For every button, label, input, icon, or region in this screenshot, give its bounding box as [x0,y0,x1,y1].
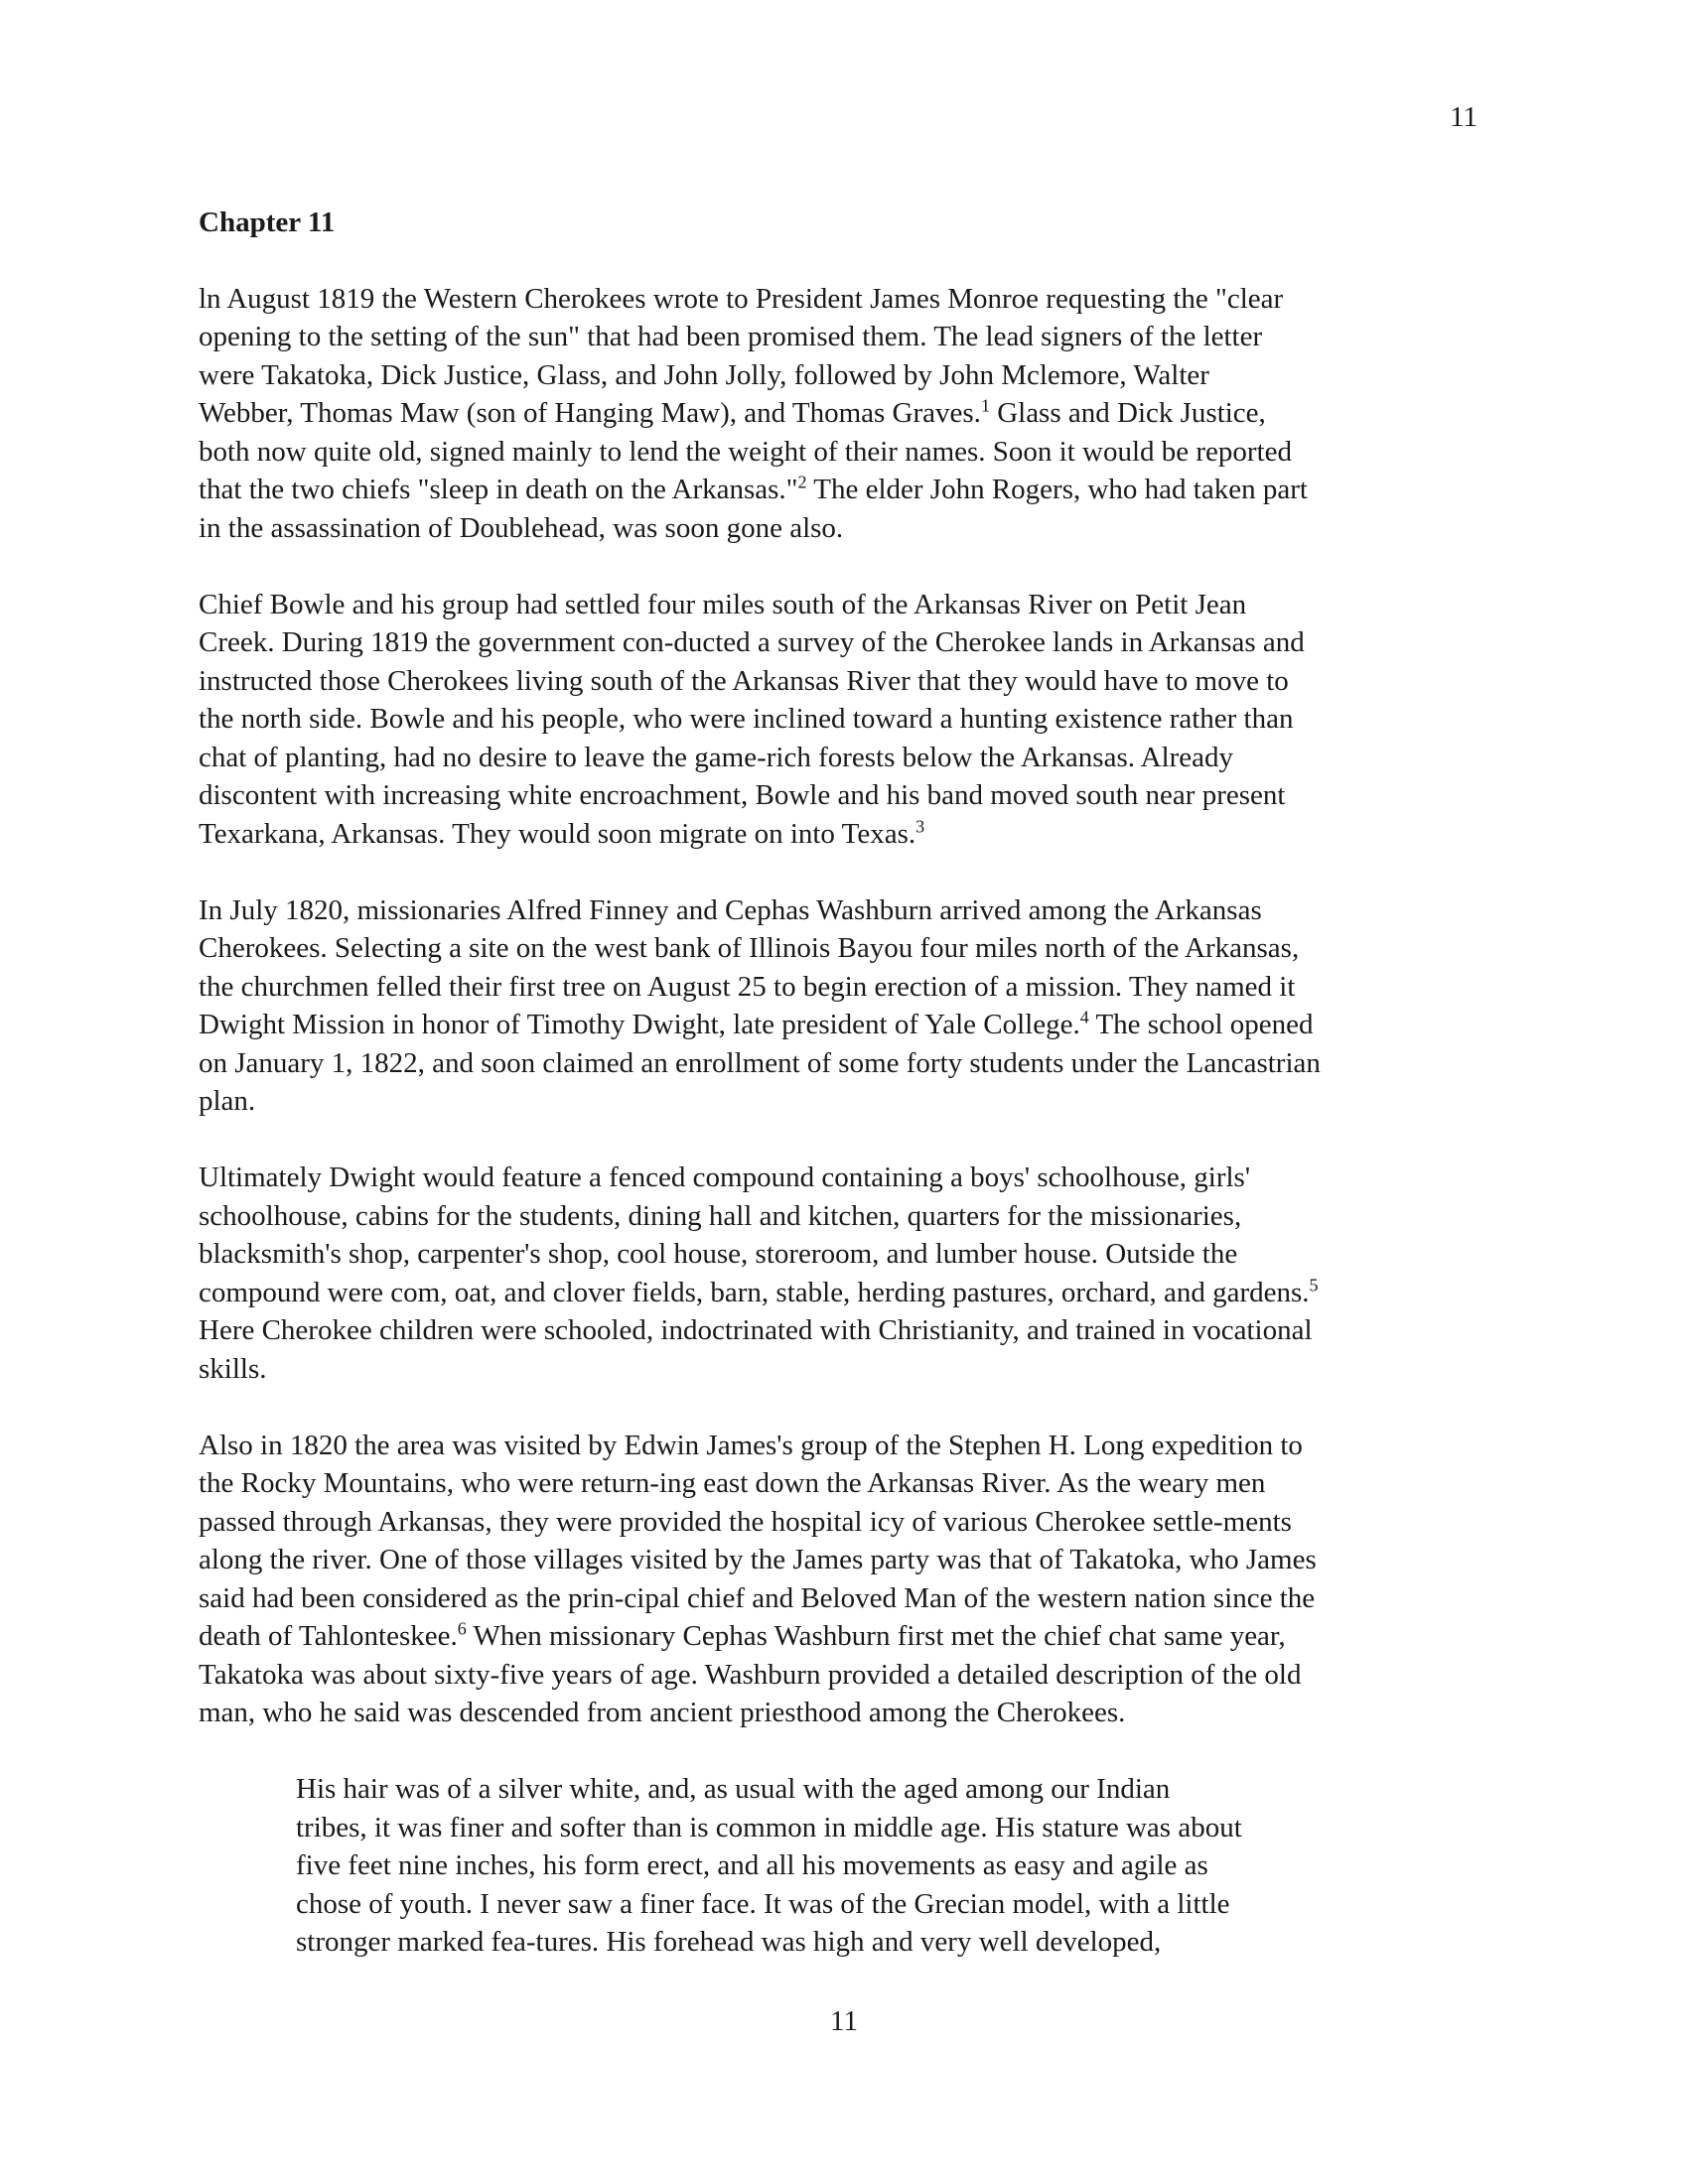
text-segment: discontent with increasing white encroachment, Bowle and his band moved south near present [199,779,1286,811]
text-line [199,815,1489,854]
text-segment: both now quite old, signed mainly to lend the weight of their names. Soon it would be reported [199,435,1293,468]
text-line [199,1427,1489,1465]
quote-line: stronger marked fea-tures. His forehead was high and very well developed, [296,1926,1162,1958]
text-line [199,1579,1489,1618]
text-line [199,433,1489,472]
text-line [199,1464,1489,1503]
text-line [199,509,1489,548]
text-segment: along the river. One of those villages visited by the James party was that of Takatoka, who James [199,1544,1317,1575]
quote-line: five feet nine inches, his form erect, and all his movements as easy and agile as [296,1849,1208,1881]
text-segment: instructed those Cherokees living south of the Arkansas River that they would have to move to [199,664,1289,697]
text-segment: that the two chiefs "sleep in death on the Arkansas." [199,474,798,505]
text-line [199,1044,1489,1083]
footnote-ref: 2 [797,472,807,492]
footnote-ref: 6 [457,1618,467,1639]
text-segment: blacksmith's shop, carpenter's shop, cool house, storeroom, and lumber house. Outside the [199,1238,1238,1270]
text-segment: Texarkana, Arkansas. They would soon migrate on into Texas. [199,817,916,850]
text-segment: said had been considered as the prin-cipal chief and Beloved Man of the western nation since the [199,1581,1316,1614]
footnote-ref: 1 [980,395,990,416]
text-segment: in the assassination of Doublehead, was soon gone also. [199,511,844,544]
paragraph [199,280,1489,548]
text-line [199,776,1489,815]
text-line [199,1159,1489,1197]
text-line [199,394,1489,433]
page-number-top: 11 [1450,101,1477,133]
text-line [199,1503,1489,1542]
text-line [199,1006,1489,1044]
text-segment: The elder John Rogers, who had taken part [806,474,1308,505]
text-line [199,662,1489,701]
text-line [199,356,1489,395]
text-line [199,1656,1489,1695]
paragraph [199,891,1489,1121]
text-segment: death of Tahlonteskee. [199,1620,458,1652]
text-segment: were Takatoka, Dick Justice, Glass, and John Jolly, followed by John Mclemore, Walter [199,358,1209,391]
paragraph [199,1159,1489,1388]
text-segment: Cherokees. Selecting a site on the west bank of Illinois Bayou four miles north of the Arkansas, [199,932,1300,964]
text-line [199,1235,1489,1274]
text-line [199,1350,1489,1389]
paragraph [199,1427,1489,1732]
paragraph [199,586,1489,854]
text-segment: plan. [199,1085,256,1117]
text-segment: Here Cherokee children were schooled, indoctrinated with Christianity, and trained in vocational [199,1314,1313,1346]
footnote-ref: 3 [915,815,925,836]
text-segment: ln August 1819 the Western Cherokees wrote to President James Monroe requesting the "clear [199,282,1284,315]
text-segment: the Rocky Mountains, who were return-ing east down the Arkansas River. As the weary men [199,1467,1266,1499]
text-segment: passed through Arkansas, they were provided the hospital icy of various Cherokee settle-ments [199,1505,1292,1538]
text-segment: man, who he said was descended from ancient priesthood among the Cherokees. [199,1697,1126,1728]
text-segment: When missionary Cephas Washburn first met the chief chat same year, [466,1620,1286,1652]
quote-line: His hair was of a silver white, and, as usual with the aged among our Indian [296,1773,1171,1805]
text-segment: schoolhouse, cabins for the students, dining hall and kitchen, quarters for the missionaries, [199,1199,1242,1232]
text-line [199,1694,1489,1732]
text-line [199,1197,1489,1236]
text-line [199,1311,1489,1350]
text-line [199,968,1489,1007]
text-segment: Creek. During 1819 the government con-ducted a survey of the Cherokee lands in Arkansas and [199,626,1305,658]
text-line [199,739,1489,777]
quote-line: tribes, it was finer and softer than is common in middle age. His stature was about [296,1811,1242,1843]
text-line [199,623,1489,662]
footnote-ref: 5 [1309,1274,1319,1295]
quote-line: chose of youth. I never saw a finer face. It was of the Grecian model, with a little [296,1887,1230,1920]
text-segment: the churchmen felled their first tree on August 25 to begin erection of a mission. They named it [199,970,1296,1003]
text-line [199,280,1489,319]
text-line [199,1274,1489,1312]
text-line [199,1617,1489,1656]
text-segment: Webber, Thomas Maw (son of Hanging Maw), and Thomas Graves. [199,397,981,429]
text-segment: Dwight Mission in honor of Timothy Dwight, late president of Yale College. [199,1009,1080,1040]
text-segment: Also in 1820 the area was visited by Edwin James's group of the Stephen H. Long expedition to [199,1429,1303,1461]
text-line [199,586,1489,624]
chapter-title: Chapter 11 [199,206,336,238]
text-line [199,1541,1489,1579]
text-segment: skills. [199,1352,267,1385]
text-segment: Chief Bowle and his group had settled four miles south of the Arkansas River on Petit Jean [199,588,1247,620]
text-segment: Takatoka was about sixty-five years of age. Washburn provided a detailed description of the old [199,1658,1302,1691]
text-line [199,471,1489,509]
text-segment: the north side. Bowle and his people, who were inclined toward a hunting existence rather than [199,703,1294,735]
body-paragraphs [199,280,1489,1732]
page-number-bottom: 11 [830,2005,858,2037]
text-line [199,700,1489,739]
text-segment: on January 1, 1822, and soon claimed an enrollment of some forty students under the Lancastrian [199,1046,1321,1079]
text-segment: compound were com, oat, and clover fields, barn, stable, herding pastures, orchard, and gardens. [199,1276,1310,1308]
text-line [199,929,1489,968]
text-segment: chat of planting, had no desire to leave the game-rich forests below the Arkansas. Already [199,741,1234,773]
footnote-ref: 4 [1079,1007,1089,1027]
page-content [199,204,1489,1962]
text-segment: Ultimately Dwight would feature a fenced compound containing a boys' schoolhouse, girls' [199,1161,1251,1193]
text-segment: opening to the setting of the sun" that had been promised them. The lead signers of the letter [199,321,1263,352]
text-segment: In July 1820, missionaries Alfred Finney and Cephas Washburn arrived among the Arkansas [199,893,1262,926]
text-line [199,318,1489,356]
text-line [199,1082,1489,1121]
block-quote [296,1770,1438,1962]
text-segment: The school opened [1088,1009,1314,1040]
text-segment: Glass and Dick Justice, [989,397,1266,429]
text-line [199,891,1489,930]
